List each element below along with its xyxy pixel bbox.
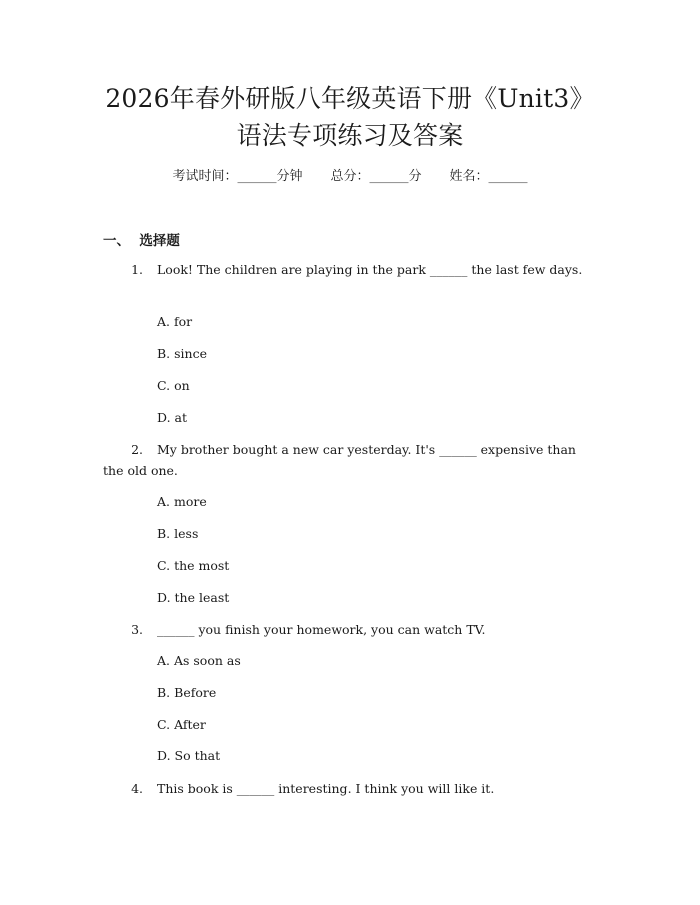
option-3b: B. Before (157, 685, 217, 700)
question-4 (103, 778, 595, 799)
question-text: ______ you finish your homework, you can watch TV. (157, 622, 486, 637)
question-2 (103, 439, 595, 481)
option-3d: D. So that (157, 748, 221, 763)
document-title-line-1: 2026年春外研版八年级英语下册《Unit3》 (105, 84, 595, 113)
option-3a: A. As soon as (157, 653, 241, 668)
question-number: 1. (131, 262, 143, 277)
name-field: 姓名：______ (449, 169, 528, 184)
question-number: 2. (131, 442, 143, 457)
question-text: Look! The children are playing in the park ______ the last few days. (157, 262, 583, 277)
option-1c: C. on (157, 378, 190, 393)
exam-meta-row (0, 168, 700, 186)
option-1b: B. since (157, 346, 207, 361)
question-3 (103, 619, 595, 640)
total-score-field: 总分：______分 (330, 169, 422, 184)
question-number: 4. (131, 781, 143, 796)
option-2d: D. the least (157, 590, 230, 605)
question-text: This book is ______ interesting. I think you will like it. (157, 781, 495, 796)
option-1d: D. at (157, 410, 187, 425)
option-1a: A. for (157, 314, 193, 329)
option-2a: A. more (157, 494, 207, 509)
question-number: 3. (131, 622, 143, 637)
section-heading: 一、 选择题 (103, 233, 180, 249)
document-title-line-2: 语法专项练习及答案 (236, 121, 464, 150)
exam-time-field: 考试时间：______分钟 (172, 169, 303, 184)
option-2c: C. the most (157, 558, 230, 573)
question-1 (103, 259, 595, 280)
option-2b: B. less (157, 526, 199, 541)
question-text: My brother bought a new car yesterday. It's ______ expensive than the old one. (103, 442, 576, 478)
option-3c: C. After (157, 717, 206, 732)
